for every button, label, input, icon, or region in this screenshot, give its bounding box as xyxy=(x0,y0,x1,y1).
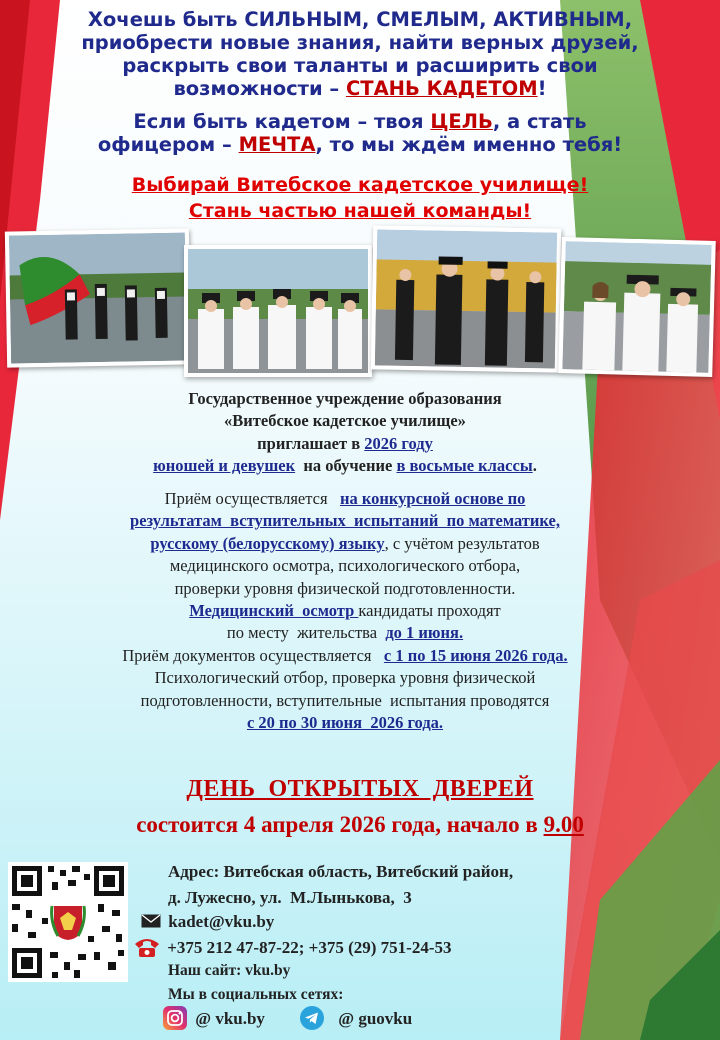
institution-name: «Витебское кадетское училище» xyxy=(224,411,466,431)
text: на обучение xyxy=(295,456,397,476)
instagram-icon xyxy=(163,1006,187,1035)
header-line xyxy=(40,133,680,156)
header-text: , а стать xyxy=(492,110,587,133)
slogan-line-2: Стань частью нашей команды! xyxy=(188,200,532,222)
header-line: раскрыть свои таланты и расширить свои xyxy=(122,54,598,77)
dream-text: МЕЧТА xyxy=(238,133,316,156)
photo-strip xyxy=(0,225,720,385)
social-label: Мы в социальных сетях: xyxy=(168,986,344,1003)
text: . xyxy=(532,456,537,476)
header-line: приобрести новые знания, найти верных друзей, xyxy=(81,31,639,54)
header-text: Если быть кадетом – твоя xyxy=(133,110,431,133)
procedure-line xyxy=(30,600,660,622)
email-icon xyxy=(141,913,161,933)
text: Приём документов осуществляется xyxy=(122,645,384,665)
admission-procedure xyxy=(30,488,660,734)
become-cadet-text: СТАНЬ КАДЕТОМ xyxy=(345,77,538,100)
procedure-line xyxy=(30,622,660,644)
phone-icon xyxy=(133,936,161,963)
header-text: офицером – xyxy=(97,133,239,156)
site-link[interactable]: Наш сайт: vku.by xyxy=(168,962,291,979)
header-goal xyxy=(40,110,680,156)
text: по месту жительства xyxy=(226,623,386,643)
telegram-link[interactable] xyxy=(300,1006,412,1035)
telegram-icon xyxy=(300,1006,324,1035)
procedure-line: Психологический отбор, проверка уровня физической xyxy=(154,668,536,688)
email-row xyxy=(141,912,274,933)
qr-code[interactable] xyxy=(8,862,128,982)
header-text: возможности – xyxy=(173,77,346,100)
photo-flag-parade xyxy=(5,228,191,367)
instagram-handle: @ vku.by xyxy=(195,1009,265,1029)
procedure-line xyxy=(30,712,660,734)
text: кандидаты проходят xyxy=(358,601,501,621)
institution-line-4 xyxy=(30,455,660,477)
slogan xyxy=(40,172,680,224)
procedure-line xyxy=(30,645,660,667)
medical-exam-link: Медицинский осмотр xyxy=(189,601,359,621)
text: приглашает в xyxy=(257,433,365,453)
procedure-line xyxy=(30,488,660,510)
procedure-line: проверки уровня физической подготовленности. xyxy=(174,578,516,598)
slogan-line-1: Выбирай Витебское кадетское училище! xyxy=(131,174,589,196)
photo-cadet-salute xyxy=(371,225,561,372)
goal-text: ЦЕЛЬ xyxy=(430,110,493,133)
exams-link: результатам вступительных испытаний по математике, xyxy=(130,511,560,531)
year-link: 2026 году xyxy=(364,433,433,453)
open-day-time: 9.00 xyxy=(543,812,584,837)
open-day-details xyxy=(0,812,720,838)
documents-dates-link: с 1 по 15 июня 2026 года. xyxy=(383,645,568,665)
photo-cadet-group xyxy=(558,237,716,377)
procedure-line: медицинского осмотра, психологического отбора, xyxy=(169,556,521,576)
institution-line-1: Государственное учреждение образования xyxy=(188,389,502,408)
header-line xyxy=(40,77,680,100)
medical-deadline-link: до 1 июня. xyxy=(385,623,464,643)
phone-numbers[interactable]: +375 212 47-87-22; +375 (29) 751-24-53 xyxy=(167,938,452,958)
open-day-date: состоится 4 апреля 2026 года, начало в xyxy=(136,812,544,837)
address-line-2: д. Лужесно, ул. М.Лынькова, 3 xyxy=(168,888,412,907)
text: Приём осуществляется xyxy=(164,489,340,508)
address-line-1: Адрес: Витебская область, Витебский район, xyxy=(168,862,514,881)
procedure-line: подготовленности, вступительные испытания проводятся xyxy=(140,690,550,710)
header-line xyxy=(40,110,680,133)
coat-of-arms-icon xyxy=(50,902,86,942)
language-link: русскому (белорусскому) языку xyxy=(150,533,385,553)
institution-line-3 xyxy=(30,433,660,455)
procedure-line xyxy=(30,533,660,555)
institution-block xyxy=(30,388,660,478)
header-motivation xyxy=(40,8,680,100)
header-text: , то мы ждём именно тебя! xyxy=(315,133,623,156)
procedure-line xyxy=(30,510,660,532)
exam-dates-link: с 20 по 30 июня 2026 года. xyxy=(246,713,444,733)
telegram-handle: @ guovku xyxy=(338,1009,413,1029)
grade-link: в восьмые классы xyxy=(396,456,533,476)
competitive-basis-link: на конкурсной основе по xyxy=(339,489,526,508)
target-audience-link: юношей и девушек xyxy=(153,456,296,476)
qr-code-image xyxy=(8,862,128,982)
photo-cadet-formation xyxy=(184,245,372,377)
header-text: ! xyxy=(537,77,547,100)
text: , с учётом результатов xyxy=(384,533,540,553)
email-link[interactable]: kadet@vku.by xyxy=(168,912,275,931)
header-line: Хочешь быть СИЛЬНЫМ, СМЕЛЫМ, АКТИВНЫМ, xyxy=(87,8,633,31)
phone-row xyxy=(133,936,452,963)
open-day-title: ДЕНЬ ОТКРЫТЫХ ДВЕРЕЙ xyxy=(186,776,534,802)
instagram-link[interactable] xyxy=(163,1006,265,1035)
